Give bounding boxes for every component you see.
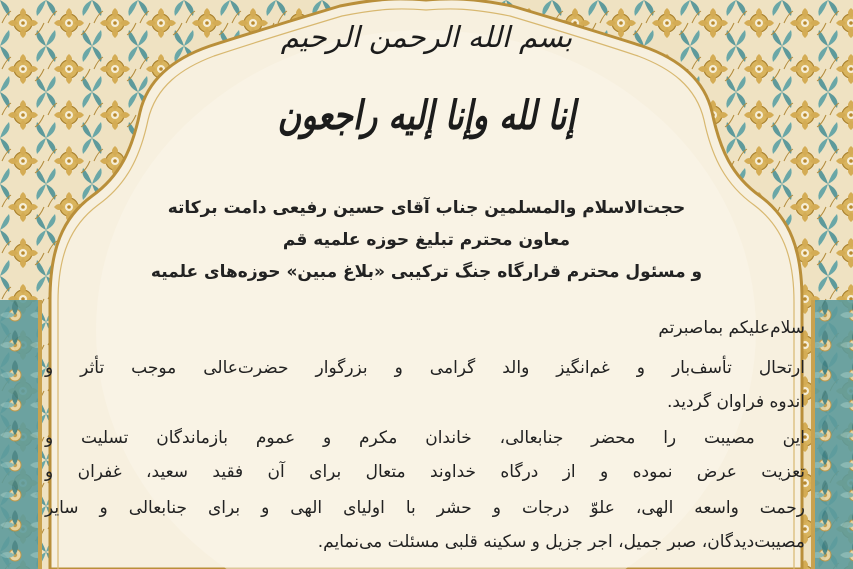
addressee-title-line: معاون محترم تبلیغ حوزه علمیه قم xyxy=(282,230,571,250)
body-line: رحمت واسعه الهی، علوّ درجات و حشر با اولیای الهی و برای جنابعالی و سایر xyxy=(45,498,805,518)
body-line: مصیبت‌دیدگان، صبر جمیل، اجر جزیل و سکینه قلبی مسئلت می‌نمایم. xyxy=(317,532,805,552)
inna-lillah-calligraphy: إنا لله وإنا إليه راجعون xyxy=(277,91,576,139)
greeting: سلام‌علیکم بماصبرتم xyxy=(658,318,805,338)
body-line: ارتحال تأسف‌بار و غم‌انگیز والد گرامی و بزرگوار حضرت‌عالی موجب تأثر و xyxy=(45,358,805,378)
basmala-calligraphy: بسم الله الرحمن الرحيم xyxy=(280,20,573,54)
body-line: تعزیت عرض نموده و از درگاه خداوند متعال برای آن فقید سعید، غفران و xyxy=(45,462,805,482)
body-line: این مصیبت را محضر جنابعالی، خاندان مکرم و عموم بازماندگان تسلیت و xyxy=(45,428,805,448)
addressee-role-line: و مسئول محترم قرارگاه جنگ ترکیبی «بلاغ مبین» حوزه‌های علمیه xyxy=(150,262,703,282)
addressee-line: حجت‌الاسلام والمسلمین جناب آقای حسین رفیعی دامت برکاته xyxy=(167,198,686,218)
body-line: اندوه فراوان گردید. xyxy=(666,392,805,412)
